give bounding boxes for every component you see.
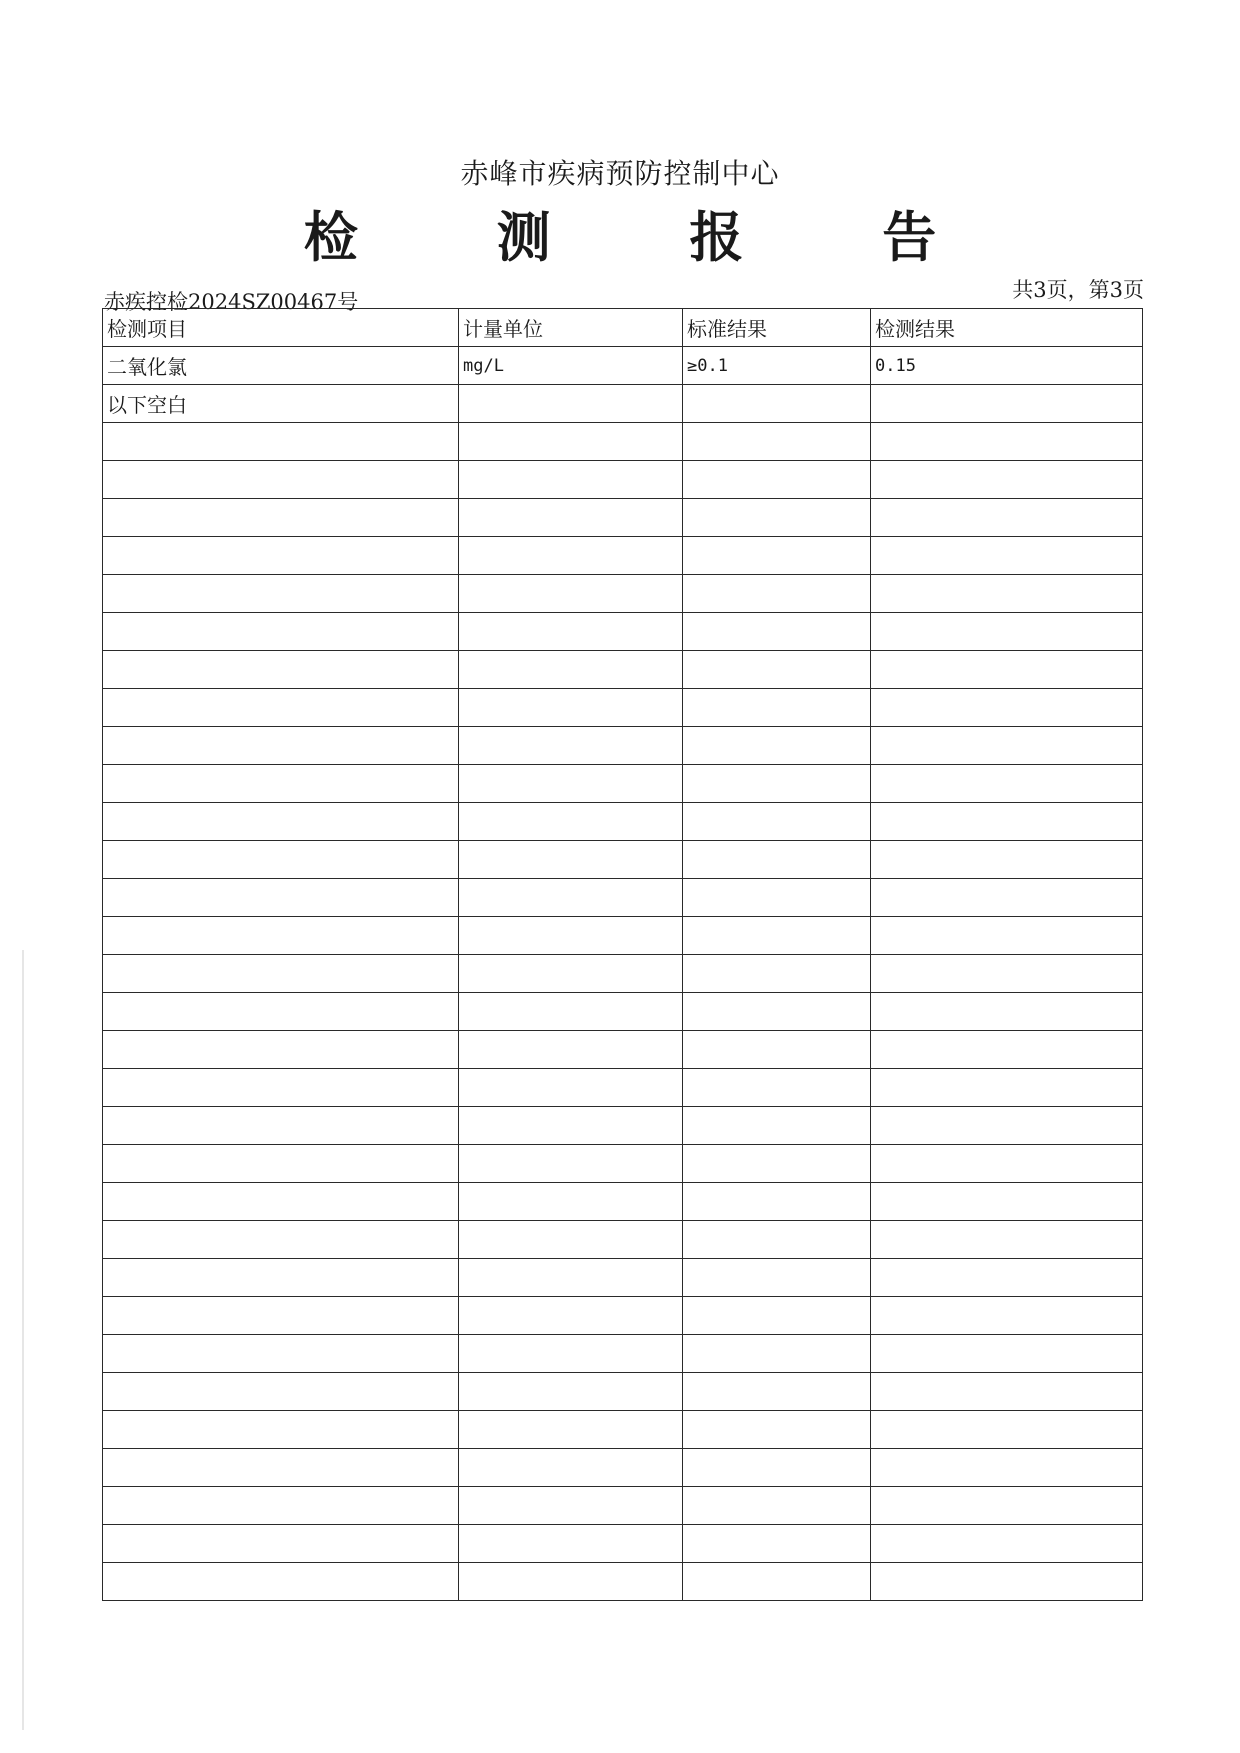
blank-cell — [683, 1221, 871, 1259]
table-row — [103, 385, 1143, 423]
blank-cell — [103, 1335, 459, 1373]
blank-cell — [459, 955, 683, 993]
blank-cell — [871, 1487, 1143, 1525]
blank-cell — [103, 613, 459, 651]
blank-row — [103, 917, 1143, 955]
blank-cell — [459, 1183, 683, 1221]
blank-cell — [459, 1373, 683, 1411]
header-standard: 标准结果 — [683, 309, 871, 347]
blank-row — [103, 1449, 1143, 1487]
blank-cell — [871, 803, 1143, 841]
blank-cell — [103, 1297, 459, 1335]
scan-edge — [22, 950, 24, 1730]
blank-cell — [103, 1449, 459, 1487]
blank-row — [103, 841, 1143, 879]
blank-cell — [871, 917, 1143, 955]
blank-cell — [871, 765, 1143, 803]
blank-cell — [459, 1145, 683, 1183]
blank-cell — [683, 765, 871, 803]
blank-cell — [459, 993, 683, 1031]
blank-cell — [459, 1487, 683, 1525]
blank-cell — [871, 841, 1143, 879]
blank-cell — [683, 917, 871, 955]
blank-cell — [103, 1259, 459, 1297]
blank-cell — [459, 727, 683, 765]
blank-cell — [871, 537, 1143, 575]
blank-cell — [683, 1297, 871, 1335]
cell-standard — [683, 385, 871, 423]
blank-row — [103, 689, 1143, 727]
blank-row — [103, 461, 1143, 499]
blank-cell — [871, 1107, 1143, 1145]
blank-cell — [871, 423, 1143, 461]
blank-cell — [103, 1107, 459, 1145]
blank-cell — [459, 803, 683, 841]
blank-cell — [871, 1297, 1143, 1335]
cell-unit: mg/L — [459, 347, 683, 385]
blank-cell — [683, 1107, 871, 1145]
blank-cell — [683, 613, 871, 651]
blank-cell — [103, 1525, 459, 1563]
cell-item: 以下空白 — [103, 385, 459, 423]
blank-cell — [683, 461, 871, 499]
blank-cell — [683, 1449, 871, 1487]
blank-cell — [683, 1183, 871, 1221]
blank-cell — [871, 1069, 1143, 1107]
blank-cell — [459, 1107, 683, 1145]
blank-cell — [871, 1259, 1143, 1297]
blank-cell — [683, 879, 871, 917]
blank-cell — [683, 1259, 871, 1297]
blank-cell — [871, 689, 1143, 727]
blank-cell — [459, 1031, 683, 1069]
blank-cell — [871, 499, 1143, 537]
blank-cell — [459, 879, 683, 917]
blank-cell — [103, 575, 459, 613]
cell-item: 二氧化氯 — [103, 347, 459, 385]
blank-cell — [683, 803, 871, 841]
blank-cell — [103, 1221, 459, 1259]
cell-result — [871, 385, 1143, 423]
blank-row — [103, 727, 1143, 765]
blank-row — [103, 423, 1143, 461]
blank-cell — [459, 1069, 683, 1107]
blank-cell — [459, 1335, 683, 1373]
blank-cell — [871, 575, 1143, 613]
blank-cell — [871, 1145, 1143, 1183]
report-title: 检 测 报 告 — [303, 205, 997, 269]
blank-cell — [103, 1563, 459, 1601]
blank-row — [103, 1069, 1143, 1107]
blank-cell — [459, 689, 683, 727]
blank-row — [103, 1335, 1143, 1373]
blank-cell — [103, 689, 459, 727]
blank-row — [103, 879, 1143, 917]
blank-row — [103, 613, 1143, 651]
blank-cell — [871, 1411, 1143, 1449]
blank-row — [103, 955, 1143, 993]
blank-row — [103, 1373, 1143, 1411]
page-info: 共3页，第3页 — [1012, 278, 1144, 302]
results-table-wrapper — [102, 308, 1142, 1601]
blank-cell — [459, 499, 683, 537]
report-number: 赤疾控检2024SZ00467号 — [104, 290, 359, 314]
blank-cell — [103, 1487, 459, 1525]
blank-cell — [103, 537, 459, 575]
blank-cell — [459, 461, 683, 499]
blank-cell — [459, 765, 683, 803]
blank-cell — [683, 1069, 871, 1107]
blank-cell — [459, 1221, 683, 1259]
blank-cell — [103, 727, 459, 765]
blank-cell — [103, 917, 459, 955]
blank-cell — [683, 841, 871, 879]
blank-cell — [871, 1031, 1143, 1069]
blank-cell — [103, 1069, 459, 1107]
blank-cell — [871, 1221, 1143, 1259]
blank-cell — [683, 1525, 871, 1563]
blank-cell — [683, 1145, 871, 1183]
blank-cell — [103, 841, 459, 879]
blank-cell — [683, 575, 871, 613]
blank-cell — [103, 461, 459, 499]
blank-cell — [683, 1373, 871, 1411]
blank-row — [103, 1259, 1143, 1297]
blank-cell — [103, 423, 459, 461]
blank-cell — [103, 1373, 459, 1411]
blank-row — [103, 1221, 1143, 1259]
blank-cell — [871, 955, 1143, 993]
blank-cell — [459, 1411, 683, 1449]
blank-cell — [459, 1525, 683, 1563]
blank-cell — [103, 803, 459, 841]
blank-cell — [683, 955, 871, 993]
blank-cell — [459, 1449, 683, 1487]
cell-result: 0.15 — [871, 347, 1143, 385]
blank-cell — [459, 917, 683, 955]
blank-cell — [103, 499, 459, 537]
blank-row — [103, 1563, 1143, 1601]
blank-row — [103, 1525, 1143, 1563]
blank-cell — [871, 1183, 1143, 1221]
blank-cell — [683, 499, 871, 537]
blank-row — [103, 499, 1143, 537]
results-table — [102, 308, 1143, 1601]
blank-cell — [871, 993, 1143, 1031]
blank-row — [103, 1031, 1143, 1069]
blank-cell — [459, 575, 683, 613]
table-row — [103, 347, 1143, 385]
blank-cell — [459, 651, 683, 689]
blank-cell — [459, 613, 683, 651]
blank-cell — [871, 613, 1143, 651]
blank-cell — [459, 537, 683, 575]
blank-row — [103, 651, 1143, 689]
cell-unit — [459, 385, 683, 423]
blank-cell — [683, 993, 871, 1031]
blank-cell — [871, 1449, 1143, 1487]
blank-cell — [871, 1525, 1143, 1563]
blank-row — [103, 1183, 1143, 1221]
blank-cell — [871, 1563, 1143, 1601]
blank-cell — [459, 841, 683, 879]
blank-cell — [683, 1031, 871, 1069]
blank-row — [103, 1411, 1143, 1449]
blank-cell — [459, 1563, 683, 1601]
blank-row — [103, 1297, 1143, 1335]
blank-cell — [683, 1335, 871, 1373]
cell-standard: ≥0.1 — [683, 347, 871, 385]
blank-cell — [871, 1373, 1143, 1411]
blank-cell — [103, 1183, 459, 1221]
header-unit: 计量单位 — [459, 309, 683, 347]
blank-cell — [683, 1487, 871, 1525]
blank-row — [103, 537, 1143, 575]
header-result: 检测结果 — [871, 309, 1143, 347]
blank-cell — [103, 879, 459, 917]
blank-cell — [871, 727, 1143, 765]
blank-cell — [683, 689, 871, 727]
blank-cell — [683, 1411, 871, 1449]
blank-cell — [871, 461, 1143, 499]
blank-cell — [459, 423, 683, 461]
blank-cell — [871, 651, 1143, 689]
blank-cell — [871, 1335, 1143, 1373]
blank-cell — [103, 955, 459, 993]
blank-cell — [459, 1297, 683, 1335]
blank-cell — [103, 651, 459, 689]
blank-cell — [103, 993, 459, 1031]
header-item: 检测项目 — [103, 309, 459, 347]
blank-cell — [459, 1259, 683, 1297]
blank-cell — [103, 1145, 459, 1183]
blank-cell — [683, 727, 871, 765]
blank-cell — [683, 423, 871, 461]
organization-name: 赤峰市疾病预防控制中心 — [460, 157, 780, 190]
blank-cell — [683, 537, 871, 575]
blank-cell — [683, 1563, 871, 1601]
blank-row — [103, 1487, 1143, 1525]
blank-cell — [103, 1031, 459, 1069]
blank-row — [103, 575, 1143, 613]
blank-row — [103, 803, 1143, 841]
blank-row — [103, 1145, 1143, 1183]
blank-row — [103, 1107, 1143, 1145]
blank-row — [103, 765, 1143, 803]
blank-cell — [683, 651, 871, 689]
blank-row — [103, 993, 1143, 1031]
blank-cell — [103, 1411, 459, 1449]
blank-cell — [871, 879, 1143, 917]
blank-cell — [103, 765, 459, 803]
table-header-row — [103, 309, 1143, 347]
